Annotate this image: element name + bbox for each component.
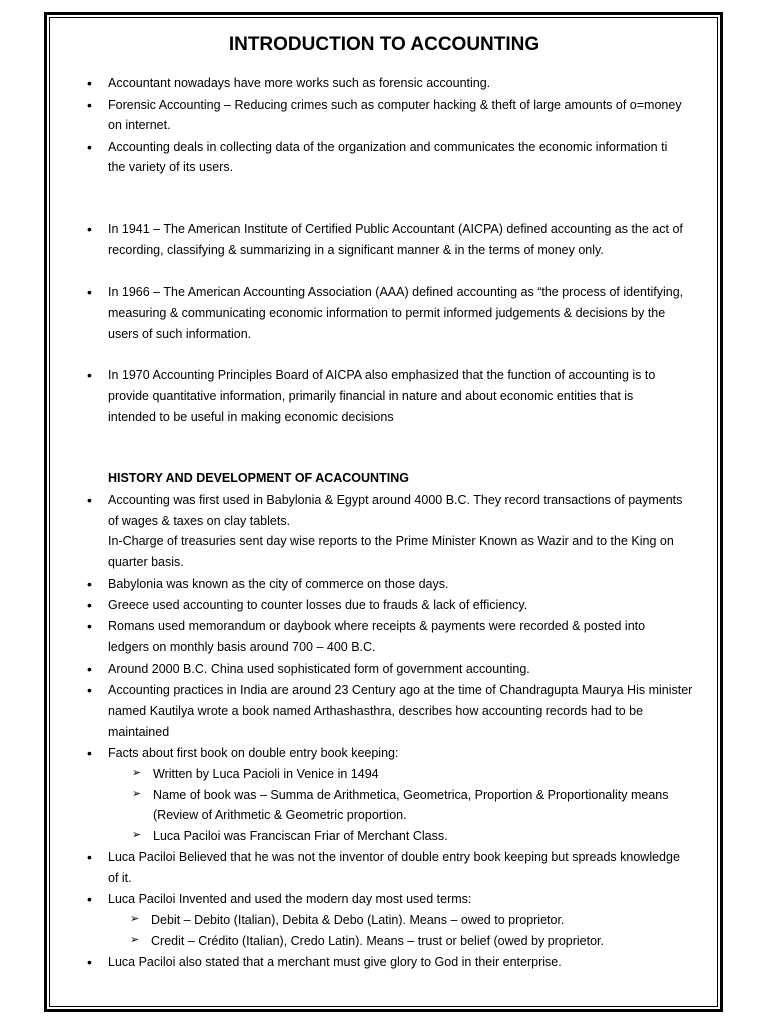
definition-1941-line-1: In 1941 – The American Institute of Certified Public Accountant (AICPA) defined accounting as the act of bbox=[108, 222, 683, 236]
book-fact-1-line-1: Written by Luca Pacioli in Venice in 1494 bbox=[153, 767, 379, 781]
history-6-line-1: Accounting practices in India are around 23 Century ago at the time of Chandragupta Maurya His minister bbox=[108, 683, 693, 697]
history-1-line-4: quarter basis. bbox=[108, 555, 184, 569]
definition-1966-line-2: measuring & communicating economic information to permit informed judgements & decisions by the bbox=[108, 306, 666, 320]
arrow-bullet-icon: ➢ bbox=[132, 788, 142, 800]
bullet-icon: • bbox=[87, 682, 92, 698]
history-2-line-1: Babylonia was known as the city of commerce on those days. bbox=[108, 577, 449, 591]
bullet-icon: • bbox=[87, 367, 92, 383]
final-line: Luca Paciloi also stated that a merchant must give glory to God in their enterprise. bbox=[108, 955, 562, 969]
term-debit: Debit – Debito (Italian), Debita & Debo (Latin). Means – owed to proprietor. bbox=[151, 913, 565, 927]
bullet-icon: • bbox=[87, 954, 92, 970]
bullet-icon: • bbox=[87, 891, 92, 907]
intro-2-line-2: on internet. bbox=[108, 118, 171, 132]
definition-1966-line-3: users of such information. bbox=[108, 327, 252, 341]
definition-1970-line-2: provide quantitative information, primarily financial in nature and about economic entities that is bbox=[108, 389, 634, 403]
arrow-bullet-icon: ➢ bbox=[130, 913, 140, 925]
bullet-icon: • bbox=[87, 849, 92, 865]
paciloi-2-line-1: Luca Paciloi Invented and used the modern day most used terms: bbox=[108, 892, 472, 906]
bullet-icon: • bbox=[87, 284, 92, 300]
bullet-icon: • bbox=[87, 492, 92, 508]
arrow-bullet-icon: ➢ bbox=[130, 934, 140, 946]
definition-1966-line-1: In 1966 – The American Accounting Association (AAA) defined accounting as “the process of identifying, bbox=[108, 285, 684, 299]
intro-1-line-1: Accountant nowadays have more works such as forensic accounting. bbox=[108, 76, 491, 90]
arrow-bullet-icon: ➢ bbox=[132, 829, 142, 841]
history-7-line-1: Facts about first book on double entry book keeping: bbox=[108, 746, 399, 760]
history-1-line-2: of wages & taxes on clay tablets. bbox=[108, 514, 291, 528]
bullet-icon: • bbox=[87, 745, 92, 761]
history-5-line-1: Around 2000 B.C. China used sophisticated form of government accounting. bbox=[108, 662, 530, 676]
term-credit: Credit – Crédito (Italian), Credo Latin). Means – trust or belief (owed by proprietor. bbox=[151, 934, 604, 948]
page-title: INTRODUCTION TO ACCOUNTING bbox=[228, 34, 540, 55]
history-heading: HISTORY AND DEVELOPMENT OF ACACOUNTING bbox=[108, 471, 409, 485]
paciloi-1-line-1: Luca Paciloi Believed that he was not the inventor of double entry book keeping but spreads knowledge bbox=[108, 850, 680, 864]
bullet-icon: • bbox=[87, 661, 92, 677]
intro-3-line-2: the variety of its users. bbox=[108, 160, 234, 174]
paciloi-1-line-2: of it. bbox=[108, 871, 132, 885]
definition-1970-line-3: intended to be useful in making economic decisions bbox=[108, 410, 394, 424]
history-4-line-2: ledgers on monthly basis around 700 – 400 B.C. bbox=[108, 640, 376, 654]
book-fact-2-line-2: (Review of Arithmetic & Geometric proportion. bbox=[153, 808, 407, 822]
history-1-line-3: In-Charge of treasuries sent day wise reports to the Prime Minister Known as Wazir and to the King on bbox=[108, 534, 674, 548]
bullet-icon: • bbox=[87, 576, 92, 592]
book-fact-3-line-1: Luca Paciloi was Franciscan Friar of Merchant Class. bbox=[153, 829, 448, 843]
bullet-icon: • bbox=[87, 618, 92, 634]
history-4-line-1: Romans used memorandum or daybook where receipts & payments were recorded & posted into bbox=[108, 619, 646, 633]
history-3-line-1: Greece used accounting to counter losses due to frauds & lack of efficiency. bbox=[108, 598, 528, 612]
definition-1970-line-1: In 1970 Accounting Principles Board of AICPA also emphasized that the function of accounting is to bbox=[108, 368, 656, 382]
book-fact-2-line-1: Name of book was – Summa de Arithmetica, Geometrica, Proportion & Proportionality means bbox=[153, 788, 669, 802]
bullet-icon: • bbox=[87, 75, 92, 91]
intro-2-line-1: Forensic Accounting – Reducing crimes such as computer hacking & theft of large amounts of o=money bbox=[108, 98, 682, 112]
history-6-line-3: maintained bbox=[108, 725, 170, 739]
bullet-icon: • bbox=[87, 139, 92, 155]
bullet-icon: • bbox=[87, 221, 92, 237]
intro-3-line-1: Accounting deals in collecting data of the organization and communicates the economic information ti bbox=[108, 140, 668, 154]
history-1-line-1: Accounting was first used in Babylonia & Egypt around 4000 B.C. They record transactions of payments bbox=[108, 493, 683, 507]
bullet-icon: • bbox=[87, 97, 92, 113]
bullet-icon: • bbox=[87, 597, 92, 613]
arrow-bullet-icon: ➢ bbox=[132, 767, 142, 779]
history-6-line-2: named Kautilya wrote a book named Arthashasthra, describes how accounting records had to be bbox=[108, 704, 644, 718]
definition-1941-line-2: recording, classifying & summarizing in a significant manner & in the terms of money only. bbox=[108, 243, 604, 257]
